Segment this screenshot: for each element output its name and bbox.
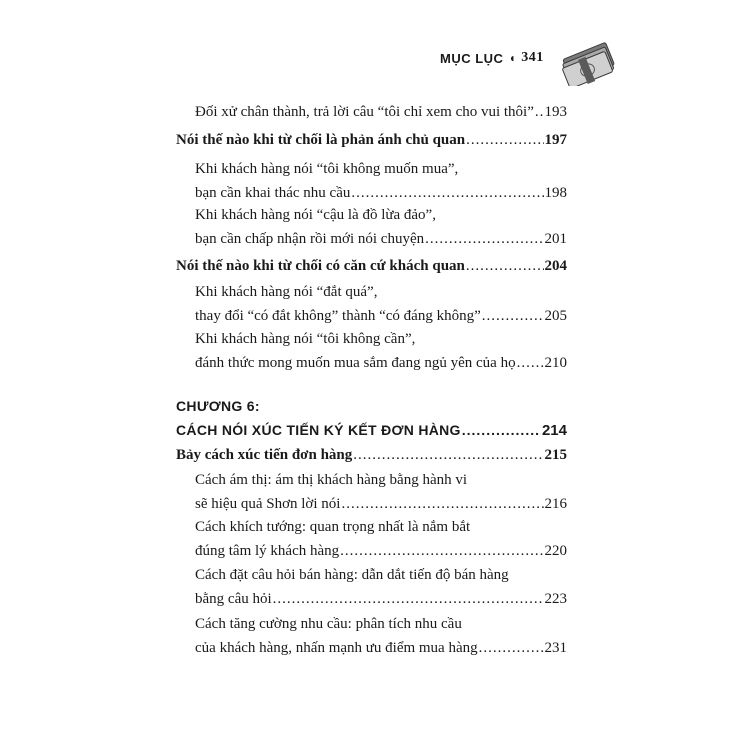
toc-page-number: 204 bbox=[544, 258, 567, 274]
toc-entry-text: Cách khích tướng: quan trọng nhất là nắm bắt bbox=[195, 519, 471, 535]
toc-entry-text: Cách đặt câu hỏi bán hàng: dẫn dắt tiến độ bán hàng bbox=[195, 567, 509, 583]
dot-leader bbox=[517, 351, 544, 371]
dot-leader bbox=[535, 100, 544, 120]
toc-entry-210[interactable] bbox=[195, 327, 567, 375]
dot-leader bbox=[273, 587, 544, 607]
dot-leader bbox=[425, 227, 543, 247]
toc-entry-223[interactable] bbox=[195, 563, 567, 611]
chapter-number: CHƯƠNG 6: bbox=[176, 398, 260, 414]
toc-section-text: Nói thế nào khi từ chối có căn cứ khách quan bbox=[176, 258, 465, 274]
running-header bbox=[440, 50, 544, 66]
header-page-number: 341 bbox=[521, 50, 544, 65]
toc-page-number: 220 bbox=[544, 543, 567, 559]
toc-page-number: 193 bbox=[544, 104, 567, 120]
header-separator-glyph: ◖ bbox=[508, 51, 517, 65]
toc-entry-201[interactable] bbox=[195, 203, 567, 251]
toc-entry-216[interactable] bbox=[195, 468, 567, 516]
toc-page-number: 205 bbox=[544, 308, 567, 324]
dot-leader bbox=[340, 539, 543, 559]
toc-entry-text: Khi khách hàng nói “đắt quá”, bbox=[195, 284, 378, 300]
dot-leader bbox=[466, 128, 543, 148]
toc-page-number: 231 bbox=[544, 640, 567, 656]
toc-entry-text-cont: đánh thức mong muốn mua sắm đang ngủ yên của họ bbox=[195, 355, 516, 371]
toc-section-text: Bảy cách xúc tiến đơn hàng bbox=[176, 447, 353, 463]
toc-entry-text-cont: sẽ hiệu quả Shơn lời nói bbox=[195, 496, 341, 512]
toc-page-number: 210 bbox=[544, 355, 567, 371]
toc-entry-text: Khi khách hàng nói “tôi không muốn mua”, bbox=[195, 161, 459, 177]
toc-entry-text-cont: của khách hàng, nhấn mạnh ưu điểm mua hàng bbox=[195, 640, 478, 656]
toc-entry-205[interactable] bbox=[195, 280, 567, 328]
dot-leader bbox=[479, 636, 544, 656]
toc-page-number: 215 bbox=[544, 447, 567, 463]
dot-leader bbox=[482, 304, 544, 324]
toc-page-number: 216 bbox=[544, 496, 567, 512]
toc-entry-text-cont: thay đổi “có đắt không” thành “có đáng không” bbox=[195, 308, 481, 324]
toc-page-number: 197 bbox=[544, 132, 567, 148]
toc-page-number: 198 bbox=[544, 185, 567, 201]
toc-entry-text: Cách tăng cường nhu cầu: phân tích nhu cầu bbox=[195, 616, 462, 632]
toc-section-text: Nói thế nào khi từ chối là phản ánh chủ quan bbox=[176, 132, 466, 148]
toc-entry-231[interactable] bbox=[195, 612, 567, 660]
dot-leader bbox=[341, 492, 543, 512]
money-stack-icon bbox=[560, 40, 618, 86]
chapter-page-number: 214 bbox=[541, 422, 567, 439]
toc-entry-text-cont: bạn cần khai thác nhu cầu bbox=[195, 185, 351, 201]
toc-entry-text: Khi khách hàng nói “tôi không cần”, bbox=[195, 331, 416, 347]
toc-entry-text-cont: bạn cần chấp nhận rồi mới nói chuyện bbox=[195, 231, 425, 247]
toc-page-number: 223 bbox=[544, 591, 567, 607]
toc-entry-198[interactable] bbox=[195, 157, 567, 205]
dot-leader bbox=[462, 418, 541, 438]
toc-entry-text-cont: bằng câu hỏi bbox=[195, 591, 272, 607]
toc-entry-text: Đối xử chân thành, trả lời câu “tôi chỉ xem cho vui thôi” bbox=[195, 104, 534, 120]
header-section-title: MỤC LỤC bbox=[440, 50, 504, 66]
toc-entry-220[interactable] bbox=[195, 515, 567, 563]
toc-section-204[interactable] bbox=[176, 254, 567, 278]
toc-page-number: 201 bbox=[544, 231, 567, 247]
dot-leader bbox=[353, 443, 543, 463]
toc-section-215[interactable] bbox=[176, 443, 567, 467]
toc-entry-text-cont: đúng tâm lý khách hàng bbox=[195, 543, 340, 559]
toc-entry-text: Cách ám thị: ám thị khách hàng bằng hành vi bbox=[195, 472, 468, 488]
toc-entry-193[interactable] bbox=[195, 100, 567, 124]
toc-entry-text: Khi khách hàng nói “cậu là đồ lừa đảo”, bbox=[195, 207, 436, 223]
dot-leader bbox=[466, 254, 544, 274]
chapter-heading[interactable] bbox=[176, 394, 567, 443]
chapter-title: CÁCH NÓI XÚC TIẾN KÝ KẾT ĐƠN HÀNG bbox=[176, 422, 461, 438]
dot-leader bbox=[351, 181, 543, 201]
toc-section-197[interactable] bbox=[176, 128, 567, 152]
